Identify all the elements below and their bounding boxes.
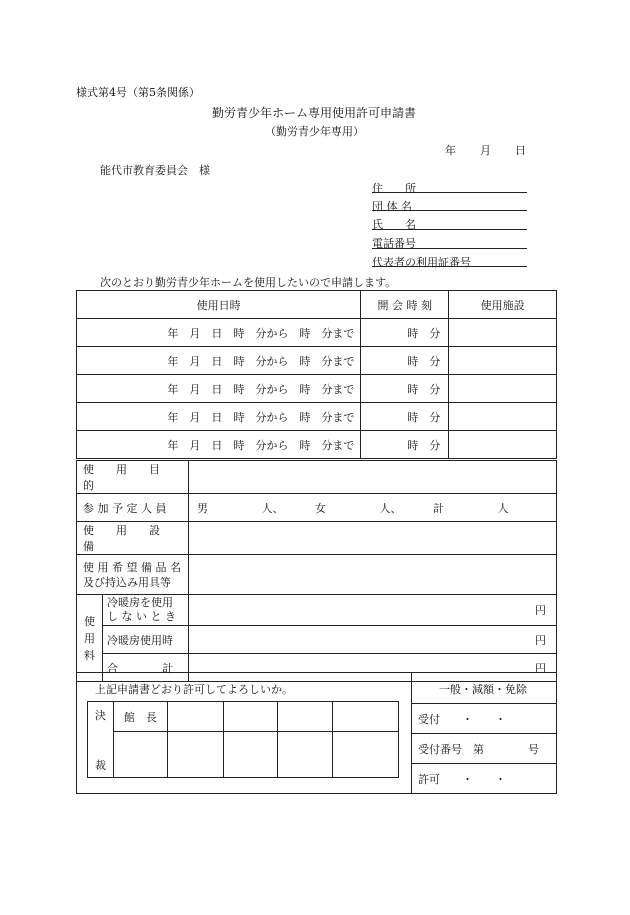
datetime-cell[interactable]: 年 月 日 時 分から 時 分まで xyxy=(77,319,361,347)
phone-label: 電話番号 xyxy=(372,237,416,250)
attendees-label: 参 加 予 定 人 員 xyxy=(77,494,189,522)
kessai-char-2: 裁 xyxy=(94,758,106,772)
stamp-cell[interactable] xyxy=(333,732,399,778)
kessai-char-1: 決 xyxy=(94,708,106,722)
time-cell[interactable]: 時 分 xyxy=(361,347,449,375)
fee-ac-value[interactable]: 円 xyxy=(188,626,556,654)
addressee: 能代市教育委員会 様 xyxy=(100,164,210,177)
permit-field[interactable]: 許可 ・ ・ xyxy=(418,773,506,786)
approval-grid xyxy=(87,701,399,778)
card-number-line[interactable] xyxy=(372,266,527,267)
male-unit: 人、 xyxy=(261,501,284,515)
form-title: 勤労青少年ホーム専用使用許可申請書 xyxy=(212,106,417,120)
address-label: 住 所 xyxy=(372,182,416,195)
time-cell[interactable]: 時 分 xyxy=(361,403,449,431)
datetime-cell[interactable]: 年 月 日 時 分から 時 分まで xyxy=(77,347,361,375)
request-items-label: 使 用 希 望 備 品 名 及び持込み用具等 xyxy=(77,555,189,595)
name-label: 氏 名 xyxy=(372,218,416,231)
fee-row-no-ac: 冷暖房を使用 し な い と き xyxy=(102,595,188,626)
intro-text: 次のとおり勤労青少年ホームを使用したいので申請します。 xyxy=(100,276,397,289)
usage-table xyxy=(76,290,557,459)
total-unit: 人 xyxy=(497,501,509,515)
name-line[interactable] xyxy=(372,229,527,230)
female-unit: 人、 xyxy=(379,501,402,515)
fee-total-value[interactable]: 円 xyxy=(188,654,556,682)
approval-section xyxy=(76,672,557,794)
received-field[interactable]: 受付 ・ ・ xyxy=(418,713,506,726)
address-line[interactable] xyxy=(372,192,527,193)
header-facility: 使用施設 xyxy=(449,291,557,319)
group-name-line[interactable] xyxy=(372,210,527,211)
time-cell[interactable]: 時 分 xyxy=(361,319,449,347)
card-number-label: 代表者の利用証番号 xyxy=(372,256,471,269)
facility-cell[interactable] xyxy=(449,403,557,431)
datetime-cell[interactable]: 年 月 日 時 分から 時 分まで xyxy=(77,375,361,403)
datetime-cell[interactable]: 年 月 日 時 分から 時 分まで xyxy=(77,431,361,459)
category-label: 一般・減額・免除 xyxy=(439,683,527,696)
male-label: 男 xyxy=(196,501,208,515)
stamp-cell[interactable] xyxy=(167,732,223,778)
approval-text: 上記申請書どおり許可してよろしいか。 xyxy=(95,683,293,696)
date-year: 年 xyxy=(445,144,456,157)
form-subtitle: （勤労青少年専用） xyxy=(265,125,364,138)
date-day: 日 xyxy=(515,144,526,157)
stamp-cell[interactable] xyxy=(223,732,278,778)
purpose-label: 使 用 目 的 xyxy=(77,461,189,494)
group-name-label: 団 体 名 xyxy=(372,200,412,213)
equipment-label: 使 用 設 備 xyxy=(77,522,189,555)
stamp-cell[interactable] xyxy=(113,732,167,778)
stamp-header-cell xyxy=(223,702,278,732)
facility-cell[interactable] xyxy=(449,347,557,375)
director-label: 館 長 xyxy=(113,702,167,732)
facility-cell[interactable] xyxy=(449,319,557,347)
total-label: 計 xyxy=(432,501,444,515)
fee-no-ac-value[interactable]: 円 xyxy=(188,595,556,626)
receipt-number-field[interactable]: 受付番号 第 号 xyxy=(418,743,539,756)
stamp-header-cell xyxy=(167,702,223,732)
time-cell[interactable]: 時 分 xyxy=(361,431,449,459)
request-items-value[interactable] xyxy=(188,555,556,595)
female-label: 女 xyxy=(314,501,326,515)
fee-row-ac: 冷暖房使用時 xyxy=(102,626,188,654)
facility-cell[interactable] xyxy=(449,431,557,459)
purpose-value[interactable] xyxy=(188,461,556,494)
stamp-header-cell xyxy=(278,702,333,732)
header-open-time: 開 会 時 刻 xyxy=(361,291,449,319)
attendees-value[interactable] xyxy=(188,494,556,522)
date-month: 月 xyxy=(480,144,491,157)
facility-cell[interactable] xyxy=(449,375,557,403)
fee-label: 使 用 料 xyxy=(77,595,103,682)
phone-line[interactable] xyxy=(372,248,527,249)
datetime-cell[interactable]: 年 月 日 時 分から 時 分まで xyxy=(77,403,361,431)
stamp-header-cell xyxy=(333,702,399,732)
kessai-label xyxy=(88,702,114,778)
detail-table xyxy=(76,460,557,682)
fee-row-total: 合 計 xyxy=(102,654,188,682)
form-number: 様式第4号（第5条関係） xyxy=(76,86,200,99)
stamp-cell[interactable] xyxy=(278,732,333,778)
header-datetime: 使用日時 xyxy=(77,291,361,319)
time-cell[interactable]: 時 分 xyxy=(361,375,449,403)
equipment-value[interactable] xyxy=(188,522,556,555)
